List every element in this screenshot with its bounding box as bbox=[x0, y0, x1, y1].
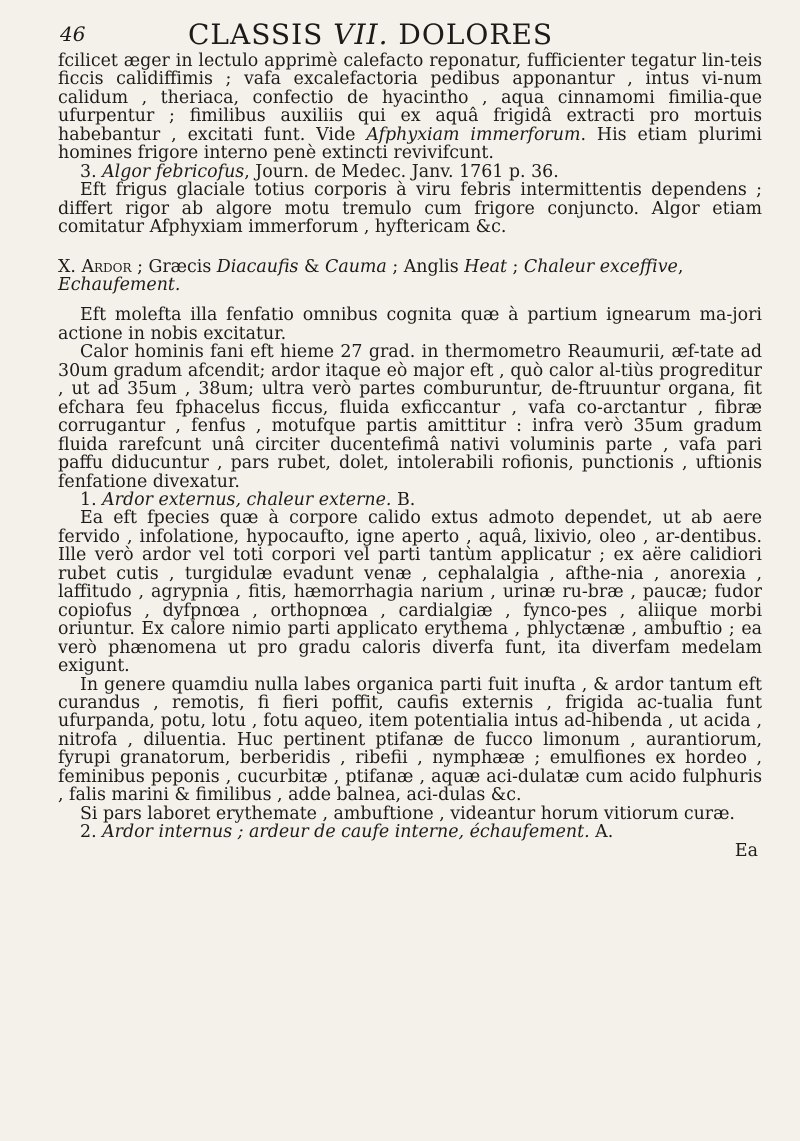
paragraph-7: Si pars laboret erythemate , ambuftione , videantur horum vitiorum curæ. bbox=[80, 803, 735, 824]
and-sign: & bbox=[304, 256, 320, 277]
item-1-heading bbox=[58, 491, 762, 509]
running-head bbox=[188, 18, 553, 51]
item-2-reference: A. bbox=[595, 822, 614, 843]
page-header bbox=[58, 18, 762, 50]
paragraph-1-text: fcilicet æger in lectulo apprimè calefacto reponatur, fufficienter tegatur lin-teis ficcis calidiffimis ; vafa excalefactoria pedibus apponantur , intus vi-num calidum , theriaca, confectio de hyacintho , aqua cinnamomi fimilia-que ufurpentur ; fimilibus auxiliis qui ex aquâ frigidâ extracti pro mortuis habebantur , excitati funt. Vide bbox=[58, 51, 762, 145]
item-3-citation: , Journ. de Medec. Janv. 1761 p. 36. bbox=[244, 161, 559, 182]
paragraph-1 bbox=[58, 52, 762, 163]
english-label: ; Anglis bbox=[392, 256, 459, 277]
section-numeral: X. bbox=[58, 256, 76, 277]
item-3-title: Algor febricofus bbox=[102, 161, 245, 182]
greek-label: ; Græcis bbox=[137, 256, 212, 277]
french-separator: ; bbox=[512, 256, 519, 277]
french-term-2: Echaufement. bbox=[58, 274, 181, 295]
item-1-reference: B. bbox=[396, 489, 416, 510]
greek-term-1: Diacaufis bbox=[216, 256, 299, 277]
section-x-heading: X. Ardor ; Græcis Diacaufis & Cauma ; Anglis Heat ; Chaleur exceffive, Echaufement. bbox=[58, 256, 684, 295]
french-term-1: Chaleur exceffive bbox=[523, 256, 678, 277]
paragraph-1-end: . His etiam plurimi homines frigore interno penè extincti revivifcunt. bbox=[58, 124, 762, 164]
running-head-classis: CLASSIS bbox=[188, 18, 334, 51]
item-3-heading bbox=[58, 163, 762, 181]
paragraph-2: Eft frigus glaciale totius corporis à viru febris intermittentis dependens ; differt rigor ab algore motu tremulo cum frigore conjuncto. Algor etiam comitatur Afphyxiam immerforum , hyftericam &c. bbox=[58, 180, 762, 238]
paragraph-3: Eft molefta illa fenfatio omnibus cognita quæ à partium ignearum ma-jori actione in nobis excitatur. bbox=[58, 305, 762, 344]
item-1-number: 1. bbox=[80, 489, 97, 510]
cross-reference: Afphyxiam immerforum bbox=[366, 124, 581, 145]
item-3-number: 3. bbox=[80, 161, 97, 182]
running-head-dolores: DOLORES bbox=[388, 18, 554, 51]
item-2-number: 2. bbox=[80, 822, 97, 843]
item-2-title: Ardor internus ; ardeur de caufe interne, échaufement. bbox=[102, 822, 590, 843]
section-title: Ardor bbox=[81, 256, 132, 277]
item-2-heading bbox=[58, 823, 762, 841]
paragraph-5: Ea eft fpecies quæ à corpore calido extus admoto dependet, ut ab aere fervido , infolatione, hypocaufto, igne aperto , aquâ, lixivio, oleo , ar-dentibus. Ille verò ardor vel toti corpori vel parti tantùm applicatur ; ex aëre calidiori rubet cutis , turgidulæ evadunt venæ , cephalalgia , afthe-nia , anorexia , laffitudo , agrypnia , fitis, hæmorrhagia narium , urinæ ru-bræ , paucæ; fudor copiofus , dyfpnœa , orthopnœa , cardialgiæ , fynco-pes , aliique morbi oriuntur. Ex calore nimio parti applicato erythema , phlyctænæ , ambuftio ; ea verò phænomena ut pro gradu caloris diverfa funt, ita diverfam medelam exigunt. bbox=[58, 508, 762, 677]
running-head-numeral: VII. bbox=[333, 18, 389, 51]
paragraph-6: In genere quamdiu nulla labes organica parti fuit inufta , & ardor tantum eft curandus , remotis, fi fieri poffit, caufis externis , frigida ac-tualia funt ufurpanda, potu, lotu , fotu aqueo, item potentialia intus ad-hibenda , ut acida , nitrofa , diluentia. Huc pertinent ptifanæ de fucco limonum , aurantiorum, fyrupi granatorum, berberidis , ribefii , nymphææ ; emulfiones ex hordeo , feminibus peponis , cucurbitæ , ptifanæ , aquæ aci-dulatæ cum acido fulphuris , falis marini & fimilibus , adde balnea, aci-dulas &c. bbox=[58, 674, 762, 806]
item-1-title: Ardor externus, chaleur externe. bbox=[102, 489, 392, 510]
greek-term-2: Cauma bbox=[325, 256, 387, 277]
english-term: Heat bbox=[464, 256, 507, 277]
paragraph-4: Calor hominis fani eft hieme 27 grad. in thermometro Reaumurii, æf-tate ad 30um gradum afcendit; ardor itaque eò major eft , quò calor al-tiùs progreditur , ut ad 35um , 38um; ultra verò partes comburuntur, de-ftruuntur organa, fit efchara feu fphacelus ficcus, fluida exficcantur , vafa co-arctantur , fibræ corrugantur , fenfus , motufque partis amittitur : infra verò 35um gradum fluida rarefcunt unâ circiter ducentefimâ nativi voluminis parte , vafa pari paffu diducuntur , pars rubet, dolet, intolerabili rofionis, punctionis , uftionis fenfatione divexatur. bbox=[58, 342, 762, 492]
catchword: Ea bbox=[734, 840, 758, 861]
page-body bbox=[58, 52, 762, 860]
page-number: 46 bbox=[60, 22, 86, 46]
